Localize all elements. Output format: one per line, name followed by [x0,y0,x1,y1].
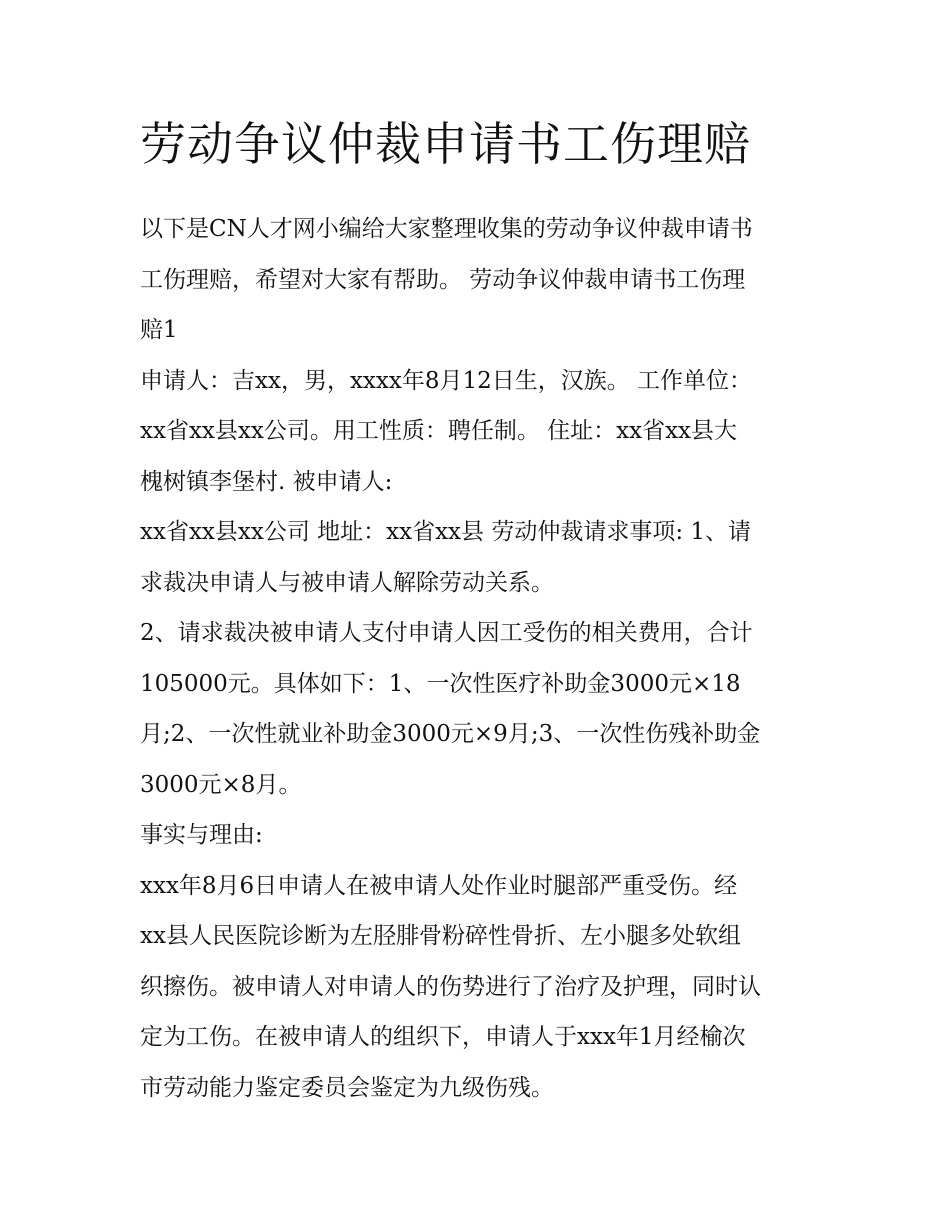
text-line: xxx年8月6日申请人在被申请人处作业时腿部严重受伤。经 [140,872,738,899]
text-line: 月;2、一次性就业补助金3000元×9月;3、一次性伤残补助金 [140,721,761,747]
text-line: 事实与理由: [140,822,263,848]
text-line: 工伤理赔，希望对大家有帮助。 劳动争议仲裁申请书工伤理 [140,266,746,293]
paragraph-applicant [140,356,820,508]
text-line: 3000元×8月。 [140,771,302,798]
text-line: 定为工伤。在被申请人的组织下，申请人于xxx年1月经榆次 [140,1024,746,1050]
paragraph-claims [140,608,820,810]
text-line: 2、请求裁决被申请人支付申请人因工受伤的相关费用，合计 [140,620,753,646]
paragraph-facts [140,861,820,1114]
text-line: 105000元。具体如下：1、一次性医疗补助金3000元×18 [140,670,741,697]
text-line: xx县人民医院诊断为左胫腓骨粉碎性骨折、左小腿多处软组 [140,923,741,949]
document-body [140,204,820,1113]
text-line: 赔1 [140,317,178,343]
text-line: xx省xx县xx公司 地址：xx省xx县 劳动仲裁请求事项: 1、请 [140,519,752,545]
paragraph-facts-heading [140,810,820,861]
text-line: 申请人：吉xx，男，xxxx年8月12日生，汉族。 工作单位： [140,367,753,394]
text-line: xx省xx县xx公司。用工性质：聘任制。 住址：xx省xx县大 [140,418,738,444]
text-line: 槐树镇李堡村. 被申请人: [140,468,393,495]
text-line: 求裁决申请人与被申请人解除劳动关系。 [140,569,554,596]
text-line: 以下是CN人才网小编给大家整理收集的劳动争议仲裁申请书 [140,216,753,242]
paragraph-intro [140,204,820,356]
text-line: 织擦伤。被申请人对申请人的伤势进行了治疗及护理，同时认 [140,973,761,1000]
text-line: 市劳动能力鉴定委员会鉴定为九级伤残。 [140,1074,554,1101]
paragraph-respondent [140,507,820,608]
document-title: 劳动争议仲裁申请书工伤理赔 [140,117,751,171]
